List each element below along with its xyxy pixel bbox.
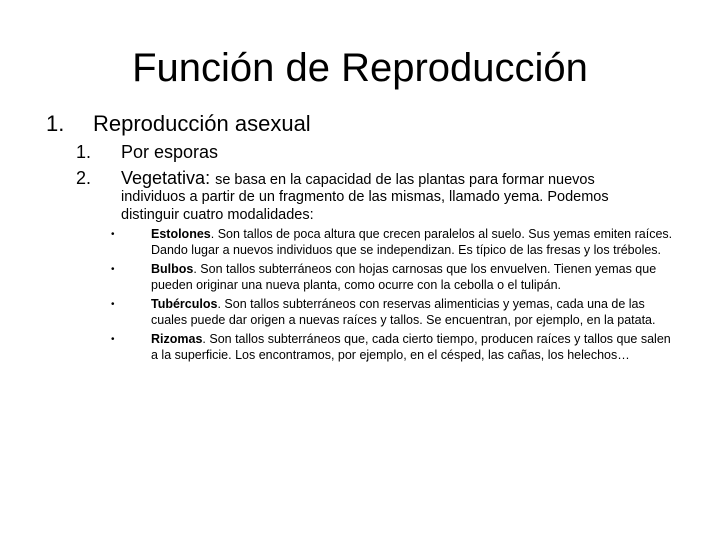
slide-title: Función de Reproducción bbox=[132, 46, 588, 90]
vegetativa-description-rest: individuos a partir de un fragmento de las mismas, llamado yema. Podemos distinguir cuatro modalidades: bbox=[121, 189, 609, 223]
bullet-icon: • bbox=[111, 229, 115, 240]
bullet-icon: • bbox=[111, 264, 115, 275]
modality-term: Bulbos bbox=[151, 262, 194, 276]
modality-description: . Son tallos subterráneos con reservas alimenticias y yemas, cada una de las cuales puede dar origen a nuevas raíces y tallos. Se encuentran, por ejemplo, en la patata. bbox=[151, 297, 656, 327]
modality-term: Rizomas bbox=[151, 332, 203, 346]
section-heading-text: Reproducción asexual bbox=[93, 111, 311, 136]
list-item bbox=[111, 262, 691, 293]
modalities-list bbox=[111, 227, 691, 367]
modality-text bbox=[151, 332, 681, 363]
modality-text bbox=[151, 262, 681, 293]
bullet-icon: • bbox=[111, 334, 115, 345]
section-number: 1. bbox=[46, 111, 65, 136]
vegetativa-description-first: se basa en la capacidad de las plantas para formar nuevos bbox=[215, 172, 595, 188]
vegetativa-line bbox=[121, 167, 595, 191]
list-item-label: Vegetativa: bbox=[121, 168, 211, 188]
modality-description: . Son tallos subterráneos con hojas carnosas que los envuelven. Tienen yemas que pueden originar una nueva planta, como ocurre con la cebolla o el tulipán. bbox=[151, 262, 657, 292]
list-item bbox=[111, 297, 691, 328]
list-item bbox=[111, 227, 691, 258]
list-item-label: Por esporas bbox=[121, 142, 219, 162]
list-item-number: 1. bbox=[76, 142, 92, 162]
modality-term: Tubérculos bbox=[151, 297, 218, 311]
modality-description: . Son tallos de poca altura que crecen paralelos al suelo. Sus yemas emiten raíces. Dando lugar a nuevos individuos que se independizan. Es típico de las fresas y los tréboles. bbox=[151, 227, 673, 257]
modality-text bbox=[151, 297, 681, 328]
modality-description: . Son tallos subterráneos que, cada cierto tiempo, producen raíces y tallos que salen a la superficie. Los encontramos, por ejemplo, en el césped, las cañas, los helechos… bbox=[151, 332, 671, 362]
modality-term: Estolones bbox=[151, 227, 211, 241]
list-item-number: 2. bbox=[76, 168, 92, 188]
list-item bbox=[111, 332, 691, 363]
bullet-icon: • bbox=[111, 299, 115, 310]
modality-text bbox=[151, 227, 681, 258]
section-heading bbox=[46, 111, 311, 137]
